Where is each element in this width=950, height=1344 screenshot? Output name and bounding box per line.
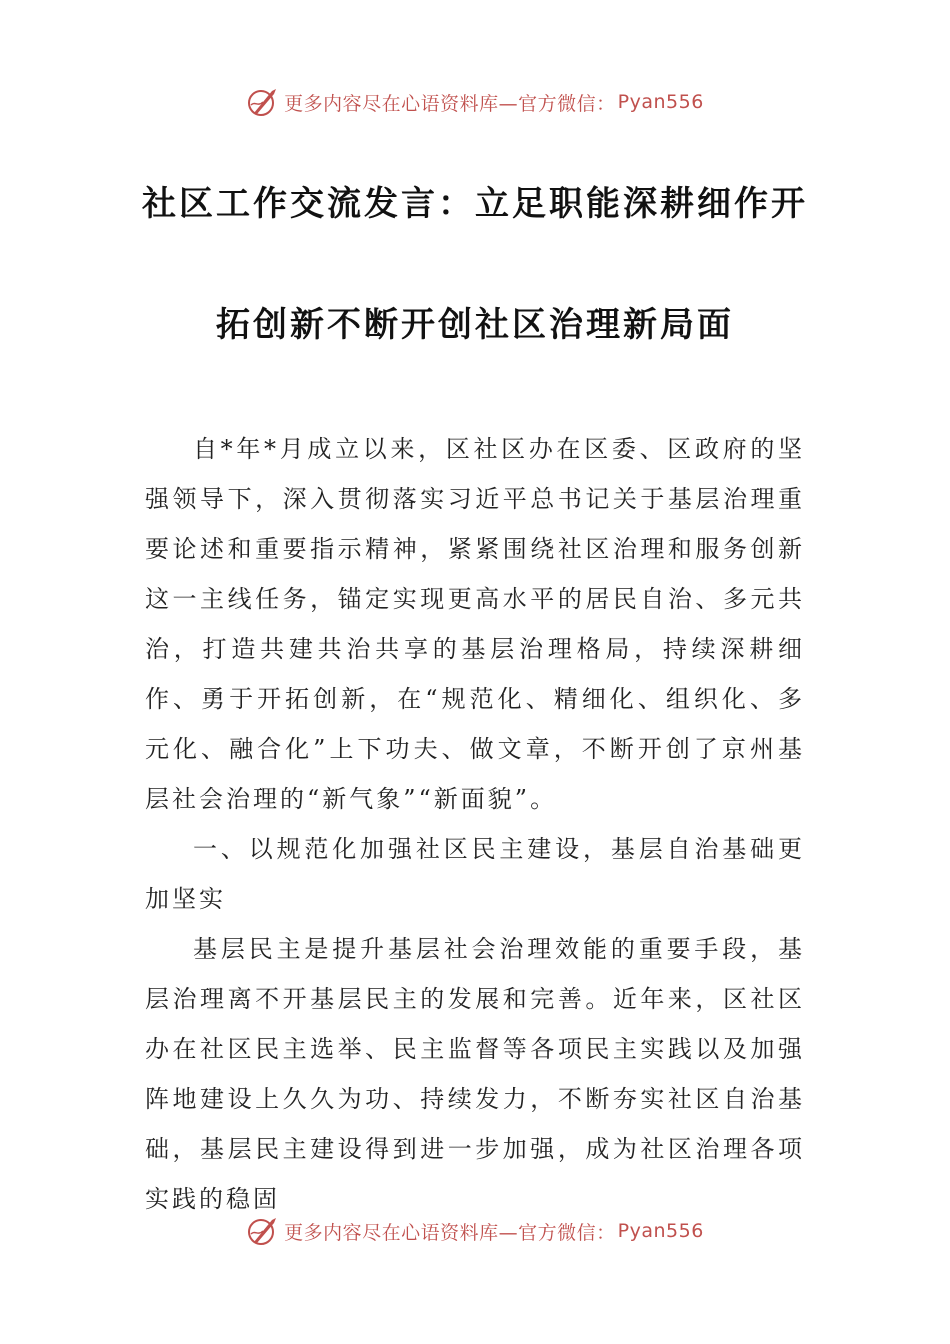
- page-title-line-2: 拓创新不断开创社区治理新局面: [216, 305, 734, 345]
- quill-logo-icon: [246, 85, 280, 119]
- quill-logo-icon: [246, 1214, 280, 1248]
- section-heading-1: 一、以规范化加强社区民主建设，基层自治基础更加坚实: [145, 835, 805, 913]
- document-body: [145, 424, 805, 1224]
- footer-watermark: [0, 1211, 950, 1251]
- watermark-text: 更多内容尽在心语资料库—官方微信：: [284, 92, 616, 115]
- watermark-text: 更多内容尽在心语资料库—官方微信：: [284, 1221, 616, 1244]
- page-title-line-1: 社区工作交流发言：立足职能深耕细作开: [142, 184, 808, 224]
- paragraph-intro: 自*年*月成立以来，区社区办在区委、区政府的坚强领导下，深入贯彻落实习近平总书记关于基层治理重要论述和重要指示精神，紧紧围绕社区治理和服务创新这一主线任务，锚定实现更高水平的居民自治、多元共治，打造共建共治共享的基层治理格局，持续深耕细作、勇于开拓创新，在“规范化、精细化、组织化、多元化、融合化”上下功夫、做文章，不断开创了京州基层社会治理的“新气象”“新面貌”。: [145, 435, 805, 813]
- watermark-handle: Pyan556: [617, 1220, 704, 1242]
- paragraph-section-1: 基层民主是提升基层社会治理效能的重要手段，基层治理离不开基层民主的发展和完善。近年来，区社区办在社区民主选举、民主监督等各项民主实践以及加强阵地建设上久久为功、持续发力，不断夯实社区自治基础，基层民主建设得到进一步加强，成为社区治理各项实践的稳固: [145, 935, 805, 1213]
- watermark-handle: Pyan556: [617, 91, 704, 113]
- header-watermark: [0, 82, 950, 122]
